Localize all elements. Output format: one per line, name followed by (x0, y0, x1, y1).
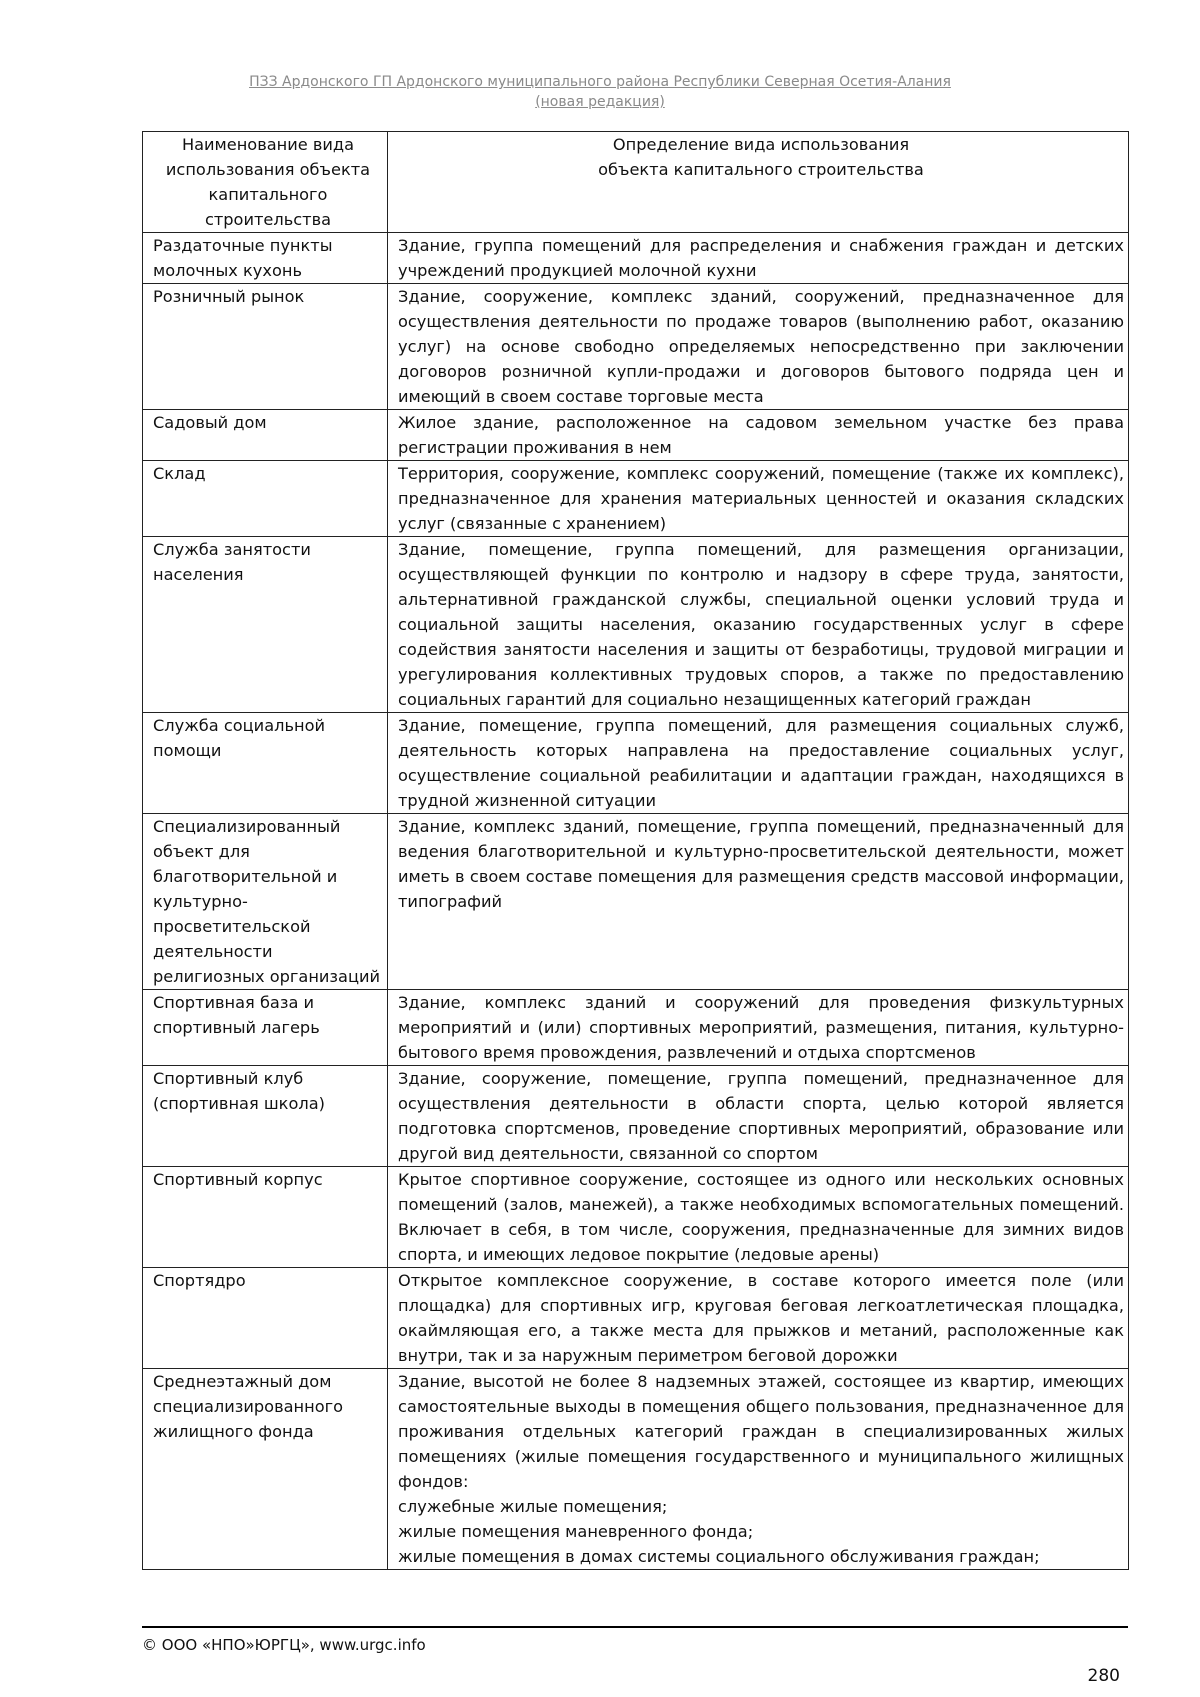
use-type-definition (388, 233, 1129, 284)
table-row (143, 1369, 1129, 1570)
table-row (143, 1268, 1129, 1369)
table-row (143, 233, 1129, 284)
definition-paragraph: служебные жилые помещения; (398, 1497, 668, 1516)
use-type-definition (388, 713, 1129, 814)
header-line-1: ПЗЗ Ардонского ГП Ардонского муниципального района Республики Северная Осетия-Алания (249, 74, 951, 90)
footer-copyright: © ООО «НПО»ЮРГЦ», www.urgc.info (142, 1636, 426, 1654)
use-type-name: Раздаточные пункты молочных кухонь (143, 233, 388, 284)
use-type-definition (388, 1268, 1129, 1369)
page-number: 280 (1087, 1666, 1120, 1686)
table-row (143, 1066, 1129, 1167)
use-type-name: Среднеэтажный дом специализированного жилищного фонда (143, 1369, 388, 1570)
use-type-definition (388, 537, 1129, 713)
use-type-name: Спортядро (143, 1268, 388, 1369)
use-type-name: Служба занятости населения (143, 537, 388, 713)
use-type-name: Садовый дом (143, 410, 388, 461)
definition-paragraph: Территория, сооружение, комплекс сооружений, помещение (также их комплекс), предназначенное для хранения материальных ценностей и оказания складских услуг (связанные с хранением) (398, 464, 1124, 533)
use-type-definition (388, 410, 1129, 461)
table-header-row (143, 132, 1129, 233)
col1-header: Наименование вида использования объекта капитального строительства (143, 132, 388, 233)
header-line-2: (новая редакция) (535, 94, 665, 110)
use-type-name: Склад (143, 461, 388, 537)
definition-paragraph: Здание, комплекс зданий и сооружений для проведения физкультурных мероприятий и (или) спортивных мероприятий, размещения, питания, культурно-бытового время провождения, развлечений и отдыха спортсменов (398, 993, 1124, 1062)
use-type-name: Спортивный клуб (спортивная школа) (143, 1066, 388, 1167)
col2-header (388, 132, 1129, 233)
definition-paragraph: жилые помещения в домах системы социального обслуживания граждан; (398, 1547, 1040, 1566)
table-row (143, 1167, 1129, 1268)
land-use-table (142, 131, 1129, 1570)
table-row (143, 990, 1129, 1066)
use-type-definition (388, 1066, 1129, 1167)
definition-paragraph: Здание, группа помещений для распределения и снабжения граждан и детских учреждений продукцией молочной кухни (398, 236, 1124, 280)
col2-header-line-2: объекта капитального строительства (598, 160, 924, 179)
definition-paragraph: Здание, помещение, группа помещений, для размещения социальных служб, деятельность которых направлена на предоставление социальных услуг, осуществление социальной реабилитации и адаптации граждан, находящихся в трудной жизненной ситуации (398, 716, 1124, 810)
use-type-name: Спортивная база и спортивный лагерь (143, 990, 388, 1066)
use-type-definition (388, 990, 1129, 1066)
definition-paragraph: Открытое комплексное сооружение, в составе которого имеется поле (или площадка) для спортивных игр, круговая беговая легкоатлетическая площадка, окаймляющая его, а также места для прыжков и метаний, расположенные как внутри, так и за наружным периметром беговой дорожки (398, 1271, 1124, 1365)
use-type-definition (388, 1369, 1129, 1570)
definition-paragraph: Здание, высотой не более 8 надземных этажей, состоящее из квартир, имеющих самостоятельные выходы в помещения общего пользования, предназначенное для проживания отдельных категорий граждан в специализированных жилых помещениях (жилые помещения государственного и муниципального жилищных фондов: (398, 1372, 1124, 1491)
table-row (143, 814, 1129, 990)
col2-header-line-1: Определение вида использования (612, 135, 910, 154)
use-type-definition (388, 284, 1129, 410)
definition-paragraph: Крытое спортивное сооружение, состоящее из одного или нескольких основных помещений (залов, манежей), а также необходимых вспомогательных помещений. Включает в себя, в том числе, сооружения, предназначенные для зимних видов спорта, и имеющих ледовое покрытие (ледовые арены) (398, 1170, 1124, 1264)
table-row (143, 410, 1129, 461)
definition-paragraph: Здание, помещение, группа помещений, для размещения организации, осуществляющей функции по контролю и надзору в сфере труда, занятости, альтернативной гражданской службы, специальной оценки условий труда и социальной защиты населения, оказанию государственных услуг в сфере содействия занятости населения и защиты от безработицы, трудовой миграции и урегулирования коллективных трудовых споров, а также по предоставлению социальных гарантий для социально незащищенных категорий граждан (398, 540, 1124, 709)
use-type-name: Служба социальной помощи (143, 713, 388, 814)
use-type-name: Спортивный корпус (143, 1167, 388, 1268)
table-body (143, 233, 1129, 1570)
definition-paragraph: Здание, комплекс зданий, помещение, группа помещений, предназначенный для ведения благотворительной и культурно-просветительской деятельности, может иметь в своем составе помещения для размещения средств массовой информации, типографий (398, 817, 1124, 911)
use-type-name: Розничный рынок (143, 284, 388, 410)
table-row (143, 284, 1129, 410)
use-type-definition (388, 1167, 1129, 1268)
use-type-definition (388, 814, 1129, 990)
page-header (0, 72, 1200, 112)
definition-paragraph: Здание, сооружение, комплекс зданий, сооружений, предназначенное для осуществления деятельности по продаже товаров (выполнению работ, оказанию услуг) на основе свободно определяемых непосредственно при заключении договоров розничной купли-продажи и договоров бытового подряда цен и имеющий в своем составе торговые места (398, 287, 1124, 406)
definition-paragraph: жилые помещения маневренного фонда; (398, 1522, 754, 1541)
table-row (143, 537, 1129, 713)
definition-paragraph: Здание, сооружение, помещение, группа помещений, предназначенное для осуществления деятельности в области спорта, целью которой является подготовка спортсменов, проведение спортивных мероприятий, образование или другой вид деятельности, связанной со спортом (398, 1069, 1124, 1163)
use-type-definition (388, 461, 1129, 537)
footer-divider (142, 1626, 1128, 1628)
definition-paragraph: Жилое здание, расположенное на садовом земельном участке без права регистрации проживания в нем (398, 413, 1124, 457)
table-row (143, 713, 1129, 814)
use-type-name: Специализированный объект для благотворительной и культурно-просветительской деятельности религиозных организаций (143, 814, 388, 990)
table-row (143, 461, 1129, 537)
